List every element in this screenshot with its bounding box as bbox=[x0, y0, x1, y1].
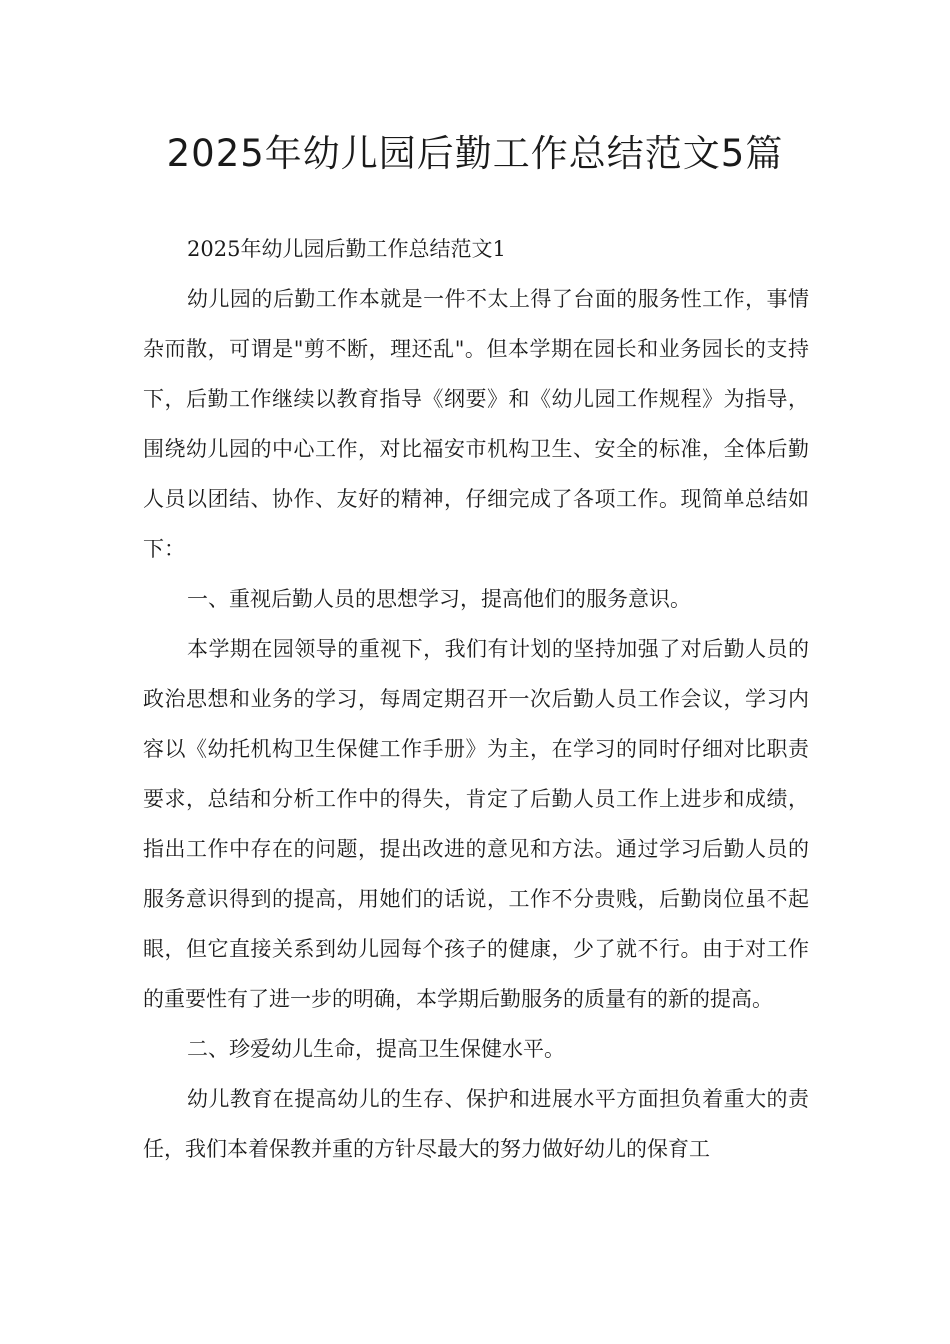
document-body bbox=[143, 224, 809, 1174]
document-title: 2025年幼儿园后勤工作总结范文5篇 bbox=[166, 132, 784, 175]
section-heading-2: 二、珍爱幼儿生命，提高卫生保健水平。 bbox=[187, 1037, 565, 1061]
section-2-paragraph: 幼儿教育在提高幼儿的生存、保护和进展水平方面担负着重大的责任，我们本着保教并重的方针尽最大的努力做好幼儿的保育工 bbox=[143, 1087, 809, 1161]
section-heading-1: 一、重视后勤人员的思想学习，提高他们的服务意识。 bbox=[187, 587, 691, 611]
section-1-paragraph: 本学期在园领导的重视下，我们有计划的坚持加强了对后勤人员的政治思想和业务的学习，每周定期召开一次后勤人员工作会议，学习内容以《幼托机构卫生保健工作手册》为主，在学习的同时仔细对比职责要求，总结和分析工作中的得失，肯定了后勤人员工作上进步和成绩，指出工作中存在的问题，提出改进的意见和方法。通过学习后勤人员的服务意识得到的提高，用她们的话说，工作不分贵贱，后勤岗位虽不起眼，但它直接关系到幼儿园每个孩子的健康，少了就不行。由于对工作的重要性有了进一步的明确，本学期后勤服务的质量有的新的提高。 bbox=[143, 637, 809, 1011]
subtitle-paragraph: 2025年幼儿园后勤工作总结范文1 bbox=[187, 237, 506, 261]
intro-paragraph: 幼儿园的后勤工作本就是一件不太上得了台面的服务性工作，事情杂而散，可谓是"剪不断，理还乱"。但本学期在园长和业务园长的支持下，后勤工作继续以教育指导《纲要》和《幼儿园工作规程》为指导，围绕幼儿园的中心工作，对比福安市机构卫生、安全的标准，全体后勤人员以团结、协作、友好的精神，仔细完成了各项工作。现简单总结如下： bbox=[143, 287, 809, 561]
